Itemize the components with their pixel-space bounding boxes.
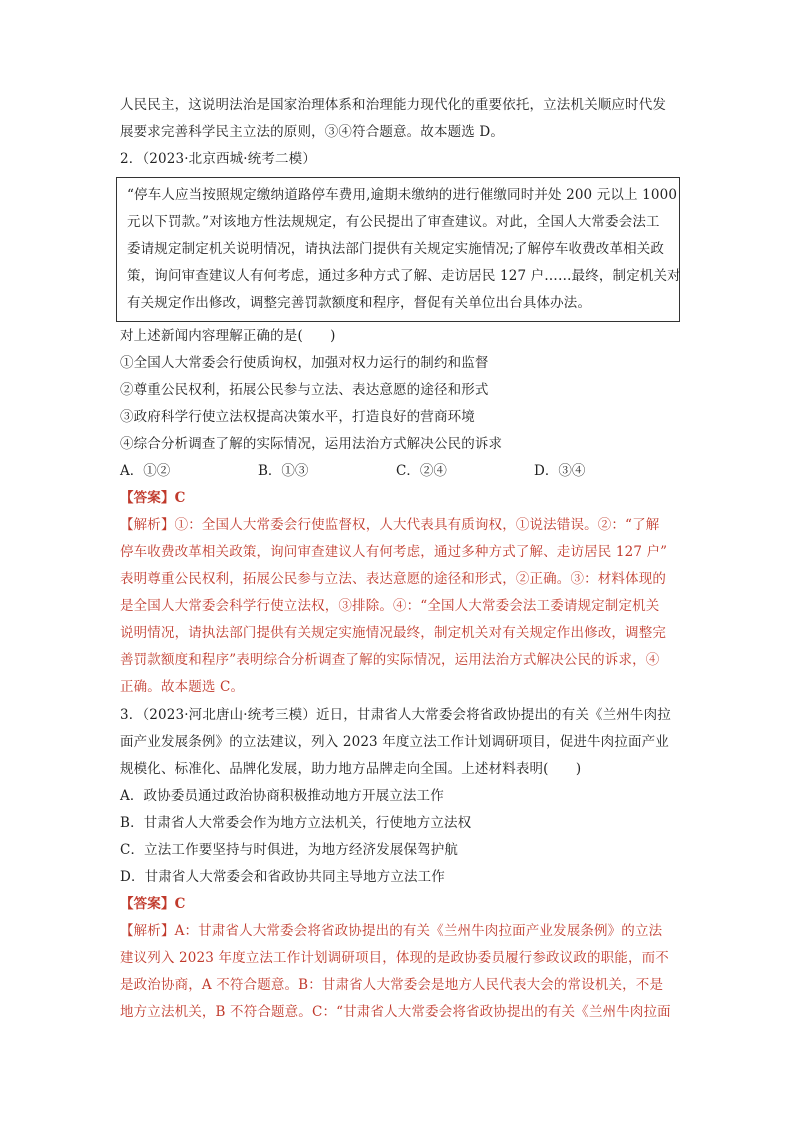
question-2-stem: 对上述新闻内容理解正确的是( ) bbox=[120, 328, 336, 344]
news-passage-box bbox=[116, 177, 680, 322]
analysis-line: 停车收费改革相关政策，询问审查建议人有何考虑，通过多种方式了解、走访居民 127 户” bbox=[120, 544, 668, 560]
statement-3: ③政府科学行使立法权提高决策水平，打造良好的营商环境 bbox=[120, 409, 475, 425]
question-2-header: 2．（2023·北京西城·统考二模） bbox=[120, 151, 316, 167]
analysis-line: 【解析】①：全国人大常委会行使监督权，人大代表具有质询权，①说法错误。②：“了解 bbox=[120, 517, 660, 533]
text-line: 展要求完善科学民主立法的原则，③④符合题意。故本题选 D。 bbox=[120, 124, 504, 140]
option-d: D．③④ bbox=[534, 463, 586, 479]
option-b: B．①③ bbox=[258, 463, 309, 479]
analysis-line: 是政治协商，A 不符合题意。B：甘肃省人大常委会是地方人民代表大会的常设机关，不是 bbox=[120, 977, 664, 993]
passage-line: 策，询问审查建议人有何考虑，通过多种方式了解、走访居民 127 户……最终，制定机关对 bbox=[127, 268, 681, 284]
analysis-line: 建议列入 2023 年度立法工作计划调研项目，体现的是政协委员履行参政议政的职能，而不 bbox=[120, 950, 669, 966]
text-line: 人民民主，这说明法治是国家治理体系和治理能力现代化的重要依托，立法机关顺应时代发 bbox=[120, 97, 666, 113]
question-2-answer: 【答案】C bbox=[120, 490, 186, 506]
option-d: D．甘肃省人大常委会和省政协共同主导地方立法工作 bbox=[120, 869, 445, 885]
option-a: A．政协委员通过政治协商积极推动地方开展立法工作 bbox=[120, 788, 444, 804]
option-b: B．甘肃省人大常委会作为地方立法机关，行使地方立法权 bbox=[120, 815, 472, 831]
question-3-answer: 【答案】C bbox=[120, 896, 186, 912]
option-a: A．①② bbox=[120, 463, 171, 479]
passage-line: “停车人应当按照规定缴纳道路停车费用,逾期未缴纳的进行催缴同时并处 200 元以上 1000 bbox=[127, 187, 678, 203]
statement-4: ④综合分析调查了解的实际情况，运用法治方式解决公民的诉求 bbox=[120, 436, 503, 452]
analysis-line: 说明情况，请执法部门提供有关规定实施情况最终，制定机关对有关规定作出修改，调整完 bbox=[120, 625, 666, 641]
analysis-line: 是全国人大常委会科学行使立法权，③排除。④：“全国人大常委会法工委请规定制定机关 bbox=[120, 598, 660, 614]
stem-line: 面产业发展条例》的立法建议，列入 2023 年度立法工作计划调研项目，促进牛肉拉面产业 bbox=[120, 734, 669, 750]
statement-1: ①全国人大常委会行使质询权，加强对权力运行的制约和监督 bbox=[120, 355, 489, 371]
stem-line: 3．（2023·河北唐山·统考三模）近日，甘肃省人大常委会将省政协提出的有关《兰州牛肉拉 bbox=[120, 707, 671, 723]
statement-2: ②尊重公民权利，拓展公民参与立法、表达意愿的途径和形式 bbox=[120, 382, 489, 398]
passage-line: 有关规定作出修改，调整完善罚款额度和程序，督促有关单位出台具体办法。 bbox=[127, 295, 592, 311]
analysis-line: 表明尊重公民权利，拓展公民参与立法、表达意愿的途径和形式，②正确。③：材料体现的 bbox=[120, 571, 666, 587]
analysis-line: 善罚款额度和程序”表明综合分析调查了解的实际情况，运用法治方式解决公民的诉求，④ bbox=[120, 652, 660, 668]
passage-line: 委请规定制定机关说明情况，请执法部门提供有关规定实施情况;了解停车收费改革相关政 bbox=[127, 241, 665, 257]
option-c: C．立法工作要坚持与时俱进，为地方经济发展保驾护航 bbox=[120, 842, 459, 858]
analysis-line: 地方立法机关，B 不符合题意。C：“甘肃省人大常委会将省政协提出的有关《兰州牛肉拉面 bbox=[120, 1004, 671, 1020]
option-c: C．②④ bbox=[396, 463, 447, 479]
analysis-line: 正确。故本题选 C。 bbox=[120, 679, 245, 695]
passage-line: 元以下罚款。”对该地方性法规规定，有公民提出了审查建议。对此，全国人大常委会法工 bbox=[127, 214, 660, 230]
stem-line: 规模化、标准化、品牌化发展，助力地方品牌走向全国。上述材料表明( ) bbox=[120, 761, 582, 777]
analysis-line: 【解析】A：甘肃省人大常委会将省政协提出的有关《兰州牛肉拉面产业发展条例》的立法 bbox=[120, 923, 663, 939]
